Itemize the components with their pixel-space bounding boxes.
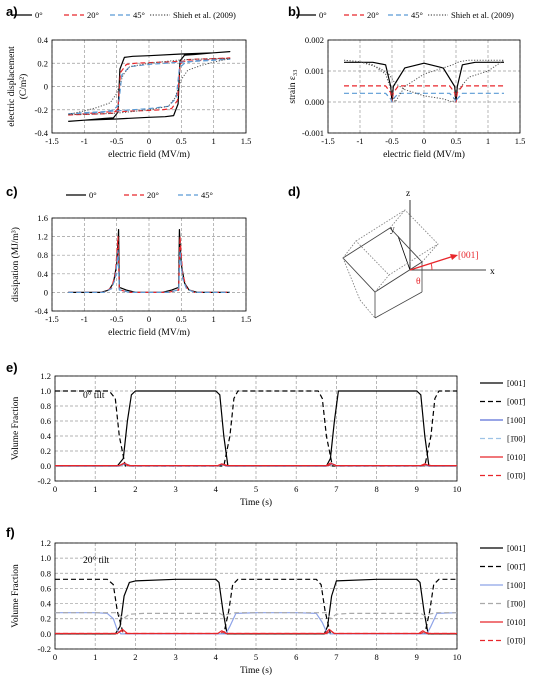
y-tick-label: 1.2 <box>40 538 51 548</box>
legend-label: Shieh et al. (2009) <box>173 10 236 20</box>
legend-label: 20° <box>147 190 159 200</box>
cube-edge <box>375 275 389 292</box>
x-tick-label: 1 <box>485 136 491 146</box>
y-tick-label: 0.6 <box>40 583 51 594</box>
y-tick-label: 0.0 <box>40 628 51 639</box>
x-tick-label: 2 <box>133 652 138 662</box>
y-tick-label: 0.4 <box>40 431 51 441</box>
x-tick-label: -1.5 <box>45 136 59 146</box>
x-tick-label: 10 <box>452 652 462 662</box>
y-tick-label: 0.8 <box>37 250 48 261</box>
y-tick-label: -0.2 <box>37 644 51 654</box>
cube-edge <box>375 292 422 318</box>
chart-c <box>6 184 251 338</box>
x-tick-label: 4 <box>213 652 218 662</box>
y-tick-label: -0.2 <box>34 104 48 115</box>
angle-arc <box>431 263 432 270</box>
y-tick-label: 0.002 <box>304 35 324 45</box>
y-tick-label: 0.8 <box>40 568 51 579</box>
panel-label-f: f) <box>6 525 15 540</box>
legend-label: [001] <box>507 543 526 553</box>
y-tick-label: 0.2 <box>37 58 48 69</box>
y-tick-label: 0.8 <box>40 401 51 411</box>
x-tick-label: 7 <box>334 652 339 662</box>
x-tick-label: 6 <box>294 484 299 494</box>
x-axis-label: electric field (MV/m) <box>108 328 190 338</box>
legend <box>296 10 514 20</box>
x-tick-label: 1.5 <box>240 314 252 324</box>
cube-edge <box>343 258 360 300</box>
panel-label-c: c) <box>6 184 18 199</box>
y-tick-label: 0.2 <box>40 613 51 624</box>
axis-y-label: y <box>390 225 395 235</box>
x-tick-label: 1 <box>211 136 216 146</box>
legend-label: 20° <box>367 10 379 20</box>
y-tick-label: 0.000 <box>304 97 324 107</box>
x-tick-label: 0 <box>52 484 58 494</box>
chart-b <box>288 4 525 160</box>
y-tick-label: -0.2 <box>37 476 51 486</box>
x-tick-label: 4 <box>213 484 218 494</box>
legend-label: 0° <box>89 190 97 200</box>
x-axis-label: electric field (MV/m) <box>108 150 190 160</box>
arrow-head <box>450 254 458 260</box>
legend-label: [001̄] <box>507 396 526 407</box>
panel-label-e: e) <box>6 360 18 375</box>
chart-a <box>6 4 251 160</box>
legend <box>480 543 526 646</box>
x-tick-label: 1 <box>211 314 216 324</box>
x-tick-label: 0 <box>421 136 427 146</box>
y-tick-label: 0.001 <box>304 66 324 76</box>
legend-label: [1̄00] <box>507 598 526 609</box>
axis-x-label: x <box>490 267 495 277</box>
axis-z-label: z <box>406 189 411 199</box>
x-tick-label: -0.5 <box>385 136 399 146</box>
series-line-45 <box>68 251 230 293</box>
x-tick-label: 3 <box>173 652 178 662</box>
x-tick-label: 1.5 <box>514 136 526 146</box>
y-tick-label: 0.6 <box>40 416 51 426</box>
x-tick-label: 8 <box>374 652 379 662</box>
x-tick-label: -1.5 <box>321 136 335 146</box>
x-tick-label: 0 <box>146 314 152 324</box>
y-tick-label: 0 <box>43 81 48 92</box>
x-tick-label: 5 <box>253 484 259 494</box>
cube-edge <box>343 241 356 258</box>
x-tick-label: -1 <box>80 314 88 324</box>
x-tick-label: -1 <box>80 136 88 146</box>
x-tick-label: 9 <box>414 652 419 662</box>
x-tick-label: 6 <box>294 652 299 662</box>
legend <box>66 190 213 200</box>
y-tick-label: 1.0 <box>40 386 51 396</box>
legend-label: 0° <box>35 10 43 20</box>
x-tick-label: -0.5 <box>109 136 124 146</box>
x-tick-label: 7 <box>334 484 339 494</box>
y-axis <box>398 236 410 270</box>
y-axis-label: dissipation (MJ/m³) <box>11 227 21 302</box>
x-tick-label: 9 <box>414 484 419 494</box>
x-tick-label: 0.5 <box>450 136 462 146</box>
x-tick-label: 3 <box>173 484 178 494</box>
y-tick-label: 1.6 <box>37 213 48 223</box>
x-axis-label: Time (s) <box>239 666 273 676</box>
legend-label: Shieh et al. (2009) <box>451 10 514 20</box>
panel-label-b: b) <box>288 4 301 19</box>
y-tick-label: 1.2 <box>37 231 48 242</box>
chart-e <box>6 360 526 508</box>
y-tick-label: 1.2 <box>40 371 51 381</box>
legend-label: [010] <box>507 452 526 462</box>
legend-label: [100] <box>507 415 526 425</box>
legend <box>480 378 526 481</box>
diagram-d <box>288 184 495 318</box>
x-axis-label: electric field (MV/m) <box>383 150 465 160</box>
legend-label: 45° <box>201 190 213 200</box>
panel-label-d: d) <box>288 184 301 199</box>
tilt-annotation: 20° tilt <box>83 556 110 566</box>
y-axis-label: Volume Fraction <box>11 564 21 628</box>
series-line-010 <box>55 631 457 634</box>
x-tick-label: 0.5 <box>176 314 187 324</box>
cube-edge <box>360 300 375 318</box>
direction-label: [001] <box>458 251 479 261</box>
y-axis-label: strain ε₃₃ <box>288 69 298 104</box>
legend-label: [001̄] <box>507 561 526 572</box>
legend-label: [010] <box>507 617 526 627</box>
angle-label: θ <box>416 277 421 287</box>
x-tick-label: 0.5 <box>176 136 187 146</box>
legend-label: [001] <box>507 378 526 388</box>
legend-label: [1̄00] <box>507 433 526 444</box>
legend-label: [01̄0] <box>507 470 526 481</box>
x-tick-label: 1.5 <box>240 136 252 146</box>
y-tick-label: -0.4 <box>34 306 48 316</box>
legend-label: 45° <box>411 10 423 20</box>
y-axis-label: (C/m²) <box>19 73 29 100</box>
tilt-annotation: 0° tilt <box>83 391 105 401</box>
x-tick-label: 2 <box>133 484 138 494</box>
legend-label: 0° <box>319 10 327 20</box>
legend-label: 45° <box>133 10 145 20</box>
legend <box>12 10 236 20</box>
y-tick-label: 1.0 <box>40 553 51 564</box>
cube-edge <box>422 244 438 262</box>
legend-label: [01̄0] <box>507 635 526 646</box>
y-tick-label: 0 <box>43 287 48 298</box>
x-tick-label: 5 <box>253 652 259 662</box>
cube-edge <box>390 210 405 228</box>
y-axis-label: Volume Fraction <box>11 396 21 461</box>
x-axis-label: Time (s) <box>239 498 273 508</box>
x-tick-label: -1.5 <box>45 314 59 324</box>
x-tick-label: 8 <box>374 484 379 494</box>
chart-f <box>6 525 526 676</box>
x-tick-label: -0.5 <box>109 314 124 324</box>
x-tick-label: 1 <box>93 652 98 662</box>
y-tick-label: 0.4 <box>37 268 48 279</box>
x-tick-label: 0 <box>146 136 152 146</box>
y-tick-label: 0.0 <box>40 461 51 471</box>
y-tick-label: 0.4 <box>40 598 51 609</box>
x-tick-label: 0 <box>52 652 58 662</box>
y-axis-label: electric displacement <box>7 46 17 127</box>
x-tick-label: -1 <box>356 136 364 146</box>
y-tick-label: 0.2 <box>40 446 51 456</box>
x-tick-label: 1 <box>93 484 98 494</box>
series-line-20 <box>344 86 504 102</box>
legend-label: [100] <box>507 580 526 590</box>
y-tick-label: -0.001 <box>302 128 324 138</box>
legend-label: 20° <box>87 10 99 20</box>
y-tick-label: 0.4 <box>37 35 48 45</box>
x-tick-label: 10 <box>452 484 462 494</box>
y-tick-label: -0.4 <box>34 128 48 138</box>
panel-label-a: a) <box>6 4 18 19</box>
